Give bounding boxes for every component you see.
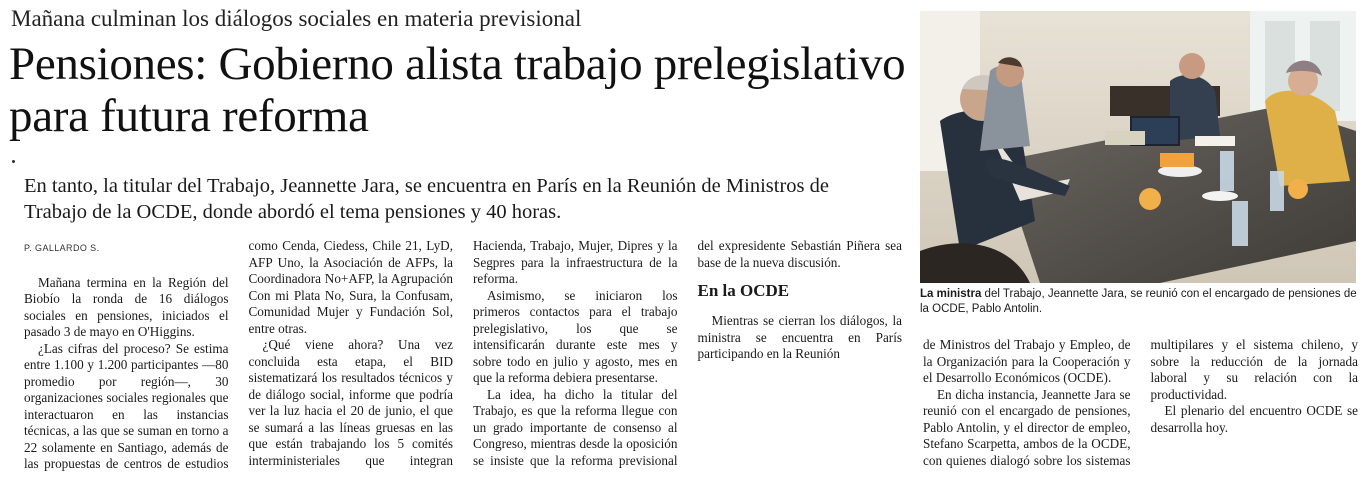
body-paragraph: Asimismo, se iniciaron los primeros contactos para el trabajo prelegislativo, los que se intensificarán durante este mes y sobre todo en julio y agosto, mes en que la reforma debiera presentarse.: [473, 287, 678, 385]
body-paragraph: Mañana termina en la Región del Biobío la ronda de 16 diálogos sociales en pensiones, iniciados el pasado 3 de mayo en O'Higgins.: [24, 274, 229, 339]
article-subhead: En la OCDE: [697, 281, 790, 300]
bullet-mark: [12, 160, 15, 163]
caption-lead: La ministra: [920, 288, 982, 300]
body-paragraph: de Ministros del Trabajo y Empleo, de la Organización para la Cooperación y el Desarrollo Económicos (OCDE).: [923, 337, 1131, 385]
body-paragraph: La idea, ha dicho la titular del Trabajo, es que la reforma llegue con un grado importante de consenso al Congreso, mientras desde la oposición se insiste que la reforma previsional del expresidente Sebastián Piñera sea base de la nueva discusión.: [473, 238, 902, 468]
meeting-photo-illustration: [920, 11, 1356, 283]
body-paragraph: Mientras se cierran los diálogos, la ministra se encuentra en París participando en la Reunión: [697, 313, 902, 361]
article-headline: Pensiones: Gobierno alista trabajo prelegislativo para futura reforma: [9, 38, 906, 142]
article-body: [24, 238, 902, 478]
body-paragraph: El plenario del encuentro OCDE se desarrolla hoy.: [1150, 403, 1358, 435]
article-lead: En tanto, la titular del Trabajo, Jeannette Jara, se encuentra en París en la Reunión de Ministros de Trabajo de la OCDE, donde abordó el tema pensiones y 40 horas.: [24, 175, 829, 223]
article-photo: [920, 11, 1356, 283]
body-paragraph: ¿Qué viene ahora? Una vez concluida esta etapa, el BID sistematizará los resultados técnicos y de diálogo social, informe que podría ver la luz hacia el 20 de junio, el que se sumará a las líneas gruesas en las que están trabajando los 5 comités interministeriales que integran Hacienda, Trabajo, Mujer, Dipres y la Segpres para la infraestructura de la reforma.: [248, 238, 678, 468]
photo-caption: [920, 287, 1358, 317]
article-body-continued: [923, 337, 1358, 482]
caption-text: del Trabajo, Jeannette Jara, se reunió con el encargado de pensiones de la OCDE, Pablo Antolin.: [920, 288, 1357, 315]
article-kicker: Mañana culminan los diálogos sociales en materia previsional: [11, 6, 582, 31]
body-paragraph: ¿Las cifras del proceso? Se estima entre 1.100 y 1.200 participantes —80 promedio por región—, 30 organizaciones sociales regionales que interactuaron en las instancias técnicas, a las que se suman en torno a 22 solamente en Santiago, además de las propuestas de centros de estudios como Cenda, Ciedess, Chile 21, LyD, AFP Uno, la Asociación de AFPs, la Coordinadora No+AFP, la Agrupación Con mi Plata No, Sura, la Confusam, Comunidad Mujer y Fundación Sol, entre otras.: [24, 238, 453, 471]
article-byline: P. GALLARDO S.: [24, 243, 100, 253]
body-paragraph: En dicha instancia, Jeannette Jara se reunió con el encargado de pensiones, Pablo Antolin, y el director de empleo, Stefano Scarpetta, ambos de la OCDE, con quienes dialogó sobre los sistemas multipilares y el sistema chileno, y sobre la reducción de la jornada laboral y su relación con la productividad.: [923, 337, 1358, 468]
